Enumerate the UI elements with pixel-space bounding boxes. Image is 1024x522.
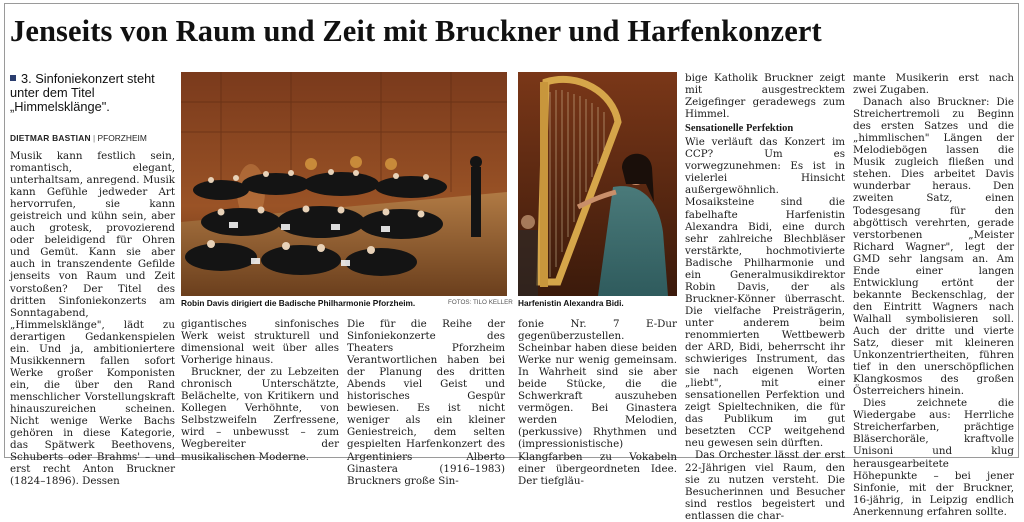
paragraph: bige Katholik Bruckner zeigt mit ausgestrecktem Zeigefinger geradewegs zum Himmel. [685, 72, 845, 121]
paragraph: Das Orchester lässt der erst 22-Jährigen viel Raum, den sie zu nutzen versteht. Die Besucherinnen und Besucher sind restlos begeistert und entlassen die char- [685, 449, 845, 522]
bullet-icon [10, 75, 16, 81]
paragraph: gigantisches sinfonisches Werk weist strukturell und dimensional weit über alles Vorherige hinaus. [181, 318, 339, 367]
harpist-image [518, 72, 677, 296]
photo1-credit: FOTOS: TILO KELLER [448, 299, 513, 306]
orchestra-photo [181, 72, 507, 296]
byline-author: DIETMAR BASTIAN [10, 133, 91, 143]
byline: DIETMAR BASTIAN | PFORZHEIM [10, 133, 147, 143]
column-4 [518, 318, 677, 487]
column-2 [181, 318, 339, 463]
paragraph: Wie verläuft das Konzert im CCP? Um es vorwegzunehmen: Es ist in vielerlei Hinsicht außergewöhnlich. Mosaiksteine sind die fabelhafte Harfenistin Alexandra Bidi, eine durch sehr zahlreiche Blechbläser verstärkte, hochmotivierte Badische Philharmonie und ein Generalmusikdirektor Robin Davis, der als Bruckner-Könner überrascht. Die vielfache Preisträgerin, unter anderem beim renommierten Wettbewerb der ARD, Bidi, beherrscht ihr schwieriges Instrument, das sie nach eigenen Worten „liebt", mit einer sensationellen Perfektion und zeigt Spieltechniken, die für das Publikum im gut besetzten CCP weitgehend neu gewesen sein dürften. [685, 136, 845, 450]
teaser [10, 72, 175, 114]
paragraph: fonie Nr. 7 E-Dur gegenüberzustellen. Scheinbar haben diese beiden Werke nur wenig gemeinsam. In Wahrheit sind sie aber beide Stücke, die die Schwerkraft auszuheben vermögen. Bei Ginastera werden Melodien, (perkussive) Rhythmen und (impressionistische) Klangfarben zu Vokabeln einer übergeordneten Idee. Der tiefgläu- [518, 318, 677, 487]
harpist-photo [518, 72, 677, 296]
paragraph: Bruckner, der zu Lebzeiten chronisch Unterschätzte, Belächelte, von Kritikern und Kollegen Verhöhnte, von Selbstzweifeln Zerfressene, wird – unbewusst – zum Wegbereiter der musikalischen Moderne. [181, 366, 339, 463]
byline-location: PFORZHEIM [97, 133, 147, 143]
column-1 [10, 150, 175, 487]
column-3 [347, 318, 505, 487]
photo1-caption: Robin Davis dirigiert die Badische Philharmonie Pforzheim. [181, 298, 416, 308]
headline: Jenseits von Raum und Zeit mit Bruckner und Harfenkonzert [10, 14, 822, 48]
photo2-caption: Harfenistin Alexandra Bidi. [518, 298, 624, 308]
teaser-text: 3. Sinfoniekonzert steht unter dem Titel „Himmelsklänge". [10, 71, 155, 114]
paragraph: Danach also Bruckner: Die Streichertremoli zu Beginn des ersten Satzes und die „himmlischen" Längen der Melodiebögen lassen die Musik zugleich fließen und stehen. Dies arbeitet Davis wunderbar heraus. Den zweiten Satz, einen Todesgesang für den abgöttisch verehrten, gerade verstorbenen „Meister Richard Wagner", legt der GMD sehr langsam an. Am Ende einer langen Entwicklung ertönt der bekannte Beckenschlag, der den Eintritt Wagners nach Walhall symbolisieren soll. Auch der dritte und vierte Satz, dieser mit kleineren Unkonzentriertheiten, führen tief in den unerschöpflichen Klangkosmos des großen Österreichers hinein. [853, 96, 1014, 398]
column-5 [685, 72, 845, 522]
paragraph: Musik kann festlich sein, romantisch, elegant, unterhaltsam, anregend. Musik kann Gefühle jedweder Art hervorrufen, sie kann geistreich und kühn sein, aber auch grotesk, provozierend oder beleidigend für Ohren und Gemüt. Kann sie aber auch in transzendente Gefilde jenseits von Raum und Zeit vorstoßen? Der Titel des dritten Sinfoniekonzerts am Sonntagabend, „Himmelsklänge", lädt zu derartigen Gedankenspielen ein. Und ja, ambitioniertere Musikkennern fallen sofort Werke großer Komponisten ein, die über den Rand menschlicher Vorstellungskraft hinauszureichen scheinen. Nicht wenige Werke Bachs gehören in diese Kategorie, das Spätwerk Beethovens, Schuberts oder Brahms' – und erst recht Anton Bruckner (1824–1896). Dessen [10, 150, 175, 488]
subheading: Sensationelle Perfektion [685, 123, 794, 135]
column-6 [853, 72, 1014, 518]
paragraph: Die für die Reihe der Sinfoniekonzerte des Theaters Pforzheim Verantwortlichen haben bei der Planung des dritten Abends viel Geist und historisches Gespür bewiesen. Es ist nicht weniger als ein kleiner Geniestreich, dem selten gespielten Harfenkonzert des Argentiniers Alberto Ginastera (1916–1983) Bruckners große Sin- [347, 318, 505, 487]
paragraph: mante Musikerin erst nach zwei Zugaben. [853, 72, 1014, 97]
paragraph: Dies zeichnete die Wiedergabe aus: Herrliche Streicherfarben, prächtige Bläserchoräle, kraftvolle Unisoni und klug herausgearbeitete Höhepunkte – bei jener Sinfonie, mit der Bruckner, 16-jährig, in Leipzig endlich Anerkennung erfahren sollte. [853, 397, 1014, 518]
orchestra-image [181, 72, 507, 296]
